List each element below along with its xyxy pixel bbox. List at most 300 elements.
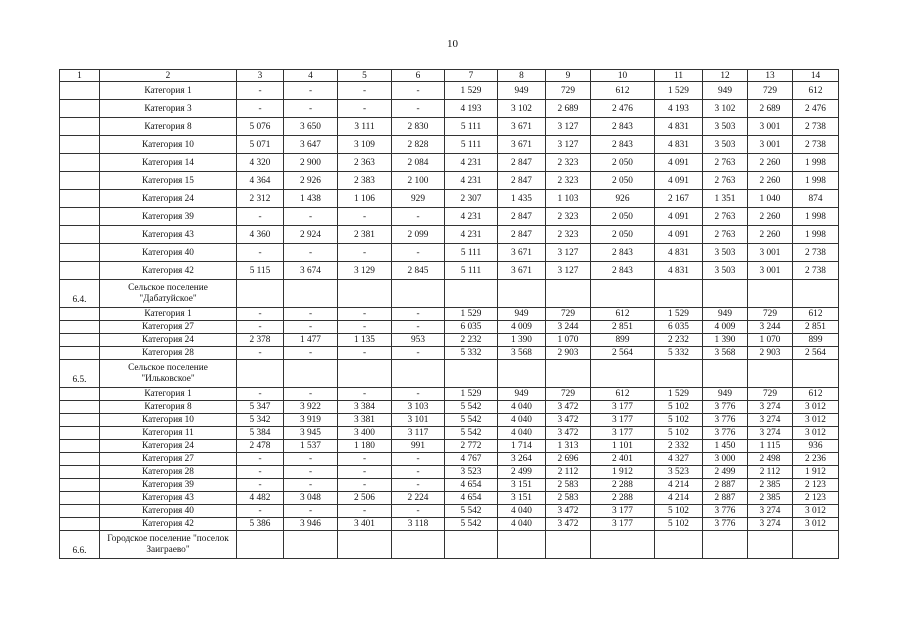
empty-cell — [748, 360, 793, 388]
value-cell: - — [237, 479, 284, 492]
category-name: Категория 40 — [100, 244, 237, 262]
value-cell: 2 378 — [237, 334, 284, 347]
value-cell: 4 009 — [498, 321, 546, 334]
value-cell: 949 — [703, 388, 748, 401]
empty-cell — [748, 280, 793, 308]
value-cell: 3 151 — [498, 492, 546, 505]
value-cell: 2 887 — [703, 479, 748, 492]
value-cell: 3 400 — [338, 427, 392, 440]
section-row — [60, 531, 839, 559]
value-cell: 2 845 — [392, 262, 445, 280]
value-cell: 2 843 — [591, 118, 655, 136]
value-cell: 1 912 — [591, 466, 655, 479]
value-cell: 3 776 — [703, 505, 748, 518]
value-cell: 5 384 — [237, 427, 284, 440]
value-cell: 5 347 — [237, 401, 284, 414]
value-cell: 5 076 — [237, 118, 284, 136]
row-number-cell — [60, 100, 100, 118]
empty-cell — [793, 531, 839, 559]
value-cell: 1 477 — [284, 334, 338, 347]
value-cell: - — [338, 208, 392, 226]
value-cell: 3 127 — [546, 118, 591, 136]
value-cell: 4 327 — [655, 453, 703, 466]
value-cell: 3 671 — [498, 136, 546, 154]
value-cell: 3 381 — [338, 414, 392, 427]
value-cell: 2 763 — [703, 208, 748, 226]
value-cell: 2 498 — [748, 453, 793, 466]
value-cell: - — [338, 388, 392, 401]
value-cell: 3 503 — [703, 244, 748, 262]
empty-cell — [284, 360, 338, 388]
value-cell: 3 472 — [546, 414, 591, 427]
value-cell: 2 828 — [392, 136, 445, 154]
value-cell: 3 671 — [498, 262, 546, 280]
value-cell: 5 111 — [445, 244, 498, 262]
value-cell: - — [237, 453, 284, 466]
value-cell: 3 650 — [284, 118, 338, 136]
value-cell: 3 177 — [591, 414, 655, 427]
value-cell: 1 313 — [546, 440, 591, 453]
value-cell: - — [284, 388, 338, 401]
value-cell: - — [284, 453, 338, 466]
empty-cell — [703, 531, 748, 559]
value-cell: 3 647 — [284, 136, 338, 154]
value-cell: 4 320 — [237, 154, 284, 172]
table-row — [60, 401, 839, 414]
value-cell: 3 523 — [445, 466, 498, 479]
value-cell: 3 129 — [338, 262, 392, 280]
row-number-cell — [60, 505, 100, 518]
value-cell: 2 851 — [591, 321, 655, 334]
value-cell: 2 763 — [703, 172, 748, 190]
value-cell: 3 776 — [703, 518, 748, 531]
value-cell: 1 438 — [284, 190, 338, 208]
table-row — [60, 308, 839, 321]
value-cell: 1 106 — [338, 190, 392, 208]
empty-cell — [237, 531, 284, 559]
value-cell: 3 401 — [338, 518, 392, 531]
value-cell: - — [338, 466, 392, 479]
value-cell: - — [392, 505, 445, 518]
value-cell: - — [338, 479, 392, 492]
value-cell: 2 583 — [546, 492, 591, 505]
value-cell: 2 903 — [748, 347, 793, 360]
value-cell: 3 946 — [284, 518, 338, 531]
value-cell: 1 351 — [703, 190, 748, 208]
value-cell: 1 912 — [793, 466, 839, 479]
value-cell: 2 084 — [392, 154, 445, 172]
column-header: 3 — [237, 70, 284, 82]
value-cell: - — [237, 321, 284, 334]
category-name: Категория 8 — [100, 118, 237, 136]
value-cell: 1 040 — [748, 190, 793, 208]
empty-cell — [445, 360, 498, 388]
value-cell: 2 564 — [793, 347, 839, 360]
value-cell: 5 111 — [445, 118, 498, 136]
empty-cell — [284, 280, 338, 308]
value-cell: 3 000 — [703, 453, 748, 466]
value-cell: 2 332 — [655, 440, 703, 453]
value-cell: 991 — [392, 440, 445, 453]
category-name: Категория 27 — [100, 321, 237, 334]
category-name: Категория 10 — [100, 414, 237, 427]
section-number: 6.6. — [60, 531, 100, 559]
value-cell: 4 231 — [445, 226, 498, 244]
value-cell: 4 214 — [655, 492, 703, 505]
value-cell: 4 831 — [655, 118, 703, 136]
value-cell: 3 568 — [498, 347, 546, 360]
column-header: 9 — [546, 70, 591, 82]
value-cell: 2 232 — [655, 334, 703, 347]
value-cell: 729 — [546, 82, 591, 100]
table-row — [60, 244, 839, 262]
value-cell: 4 040 — [498, 505, 546, 518]
value-cell: 3 127 — [546, 136, 591, 154]
value-cell: 3 012 — [793, 505, 839, 518]
value-cell: 2 050 — [591, 226, 655, 244]
value-cell: 6 035 — [655, 321, 703, 334]
value-cell: - — [237, 505, 284, 518]
value-cell: 3 503 — [703, 262, 748, 280]
category-name: Категория 1 — [100, 388, 237, 401]
value-cell: 3 001 — [748, 244, 793, 262]
value-cell: 3 111 — [338, 118, 392, 136]
row-number-cell — [60, 172, 100, 190]
row-number-cell — [60, 136, 100, 154]
value-cell: - — [392, 479, 445, 492]
value-cell: 1 529 — [655, 82, 703, 100]
column-header: 10 — [591, 70, 655, 82]
value-cell: 2 926 — [284, 172, 338, 190]
value-cell: 3 001 — [748, 262, 793, 280]
value-cell: 5 542 — [445, 427, 498, 440]
value-cell: 3 671 — [498, 244, 546, 262]
empty-cell — [546, 531, 591, 559]
value-cell: 4 231 — [445, 172, 498, 190]
value-cell: 2 847 — [498, 208, 546, 226]
value-cell: 2 689 — [546, 100, 591, 118]
row-number-cell — [60, 518, 100, 531]
empty-cell — [392, 531, 445, 559]
value-cell: 3 674 — [284, 262, 338, 280]
value-cell: 4 231 — [445, 154, 498, 172]
value-cell: - — [338, 453, 392, 466]
value-cell: - — [237, 347, 284, 360]
value-cell: 2 050 — [591, 208, 655, 226]
value-cell: 5 115 — [237, 262, 284, 280]
value-cell: 936 — [793, 440, 839, 453]
value-cell: - — [338, 347, 392, 360]
value-cell: 2 050 — [591, 172, 655, 190]
table-body — [60, 70, 839, 559]
table-row — [60, 518, 839, 531]
row-number-cell — [60, 190, 100, 208]
value-cell: 3 776 — [703, 414, 748, 427]
value-cell: 2 583 — [546, 479, 591, 492]
column-header: 6 — [392, 70, 445, 82]
value-cell: 2 476 — [793, 100, 839, 118]
table-row — [60, 479, 839, 492]
value-cell: 3 274 — [748, 401, 793, 414]
value-cell: 2 564 — [591, 347, 655, 360]
table-row — [60, 414, 839, 427]
empty-cell — [498, 280, 546, 308]
value-cell: 3 101 — [392, 414, 445, 427]
category-name: Категория 43 — [100, 226, 237, 244]
empty-cell — [703, 360, 748, 388]
value-cell: 2 363 — [338, 154, 392, 172]
value-cell: - — [237, 244, 284, 262]
value-cell: 2 900 — [284, 154, 338, 172]
value-cell: 4 214 — [655, 479, 703, 492]
value-cell: 4 831 — [655, 136, 703, 154]
category-name: Категория 10 — [100, 136, 237, 154]
value-cell: 1 180 — [338, 440, 392, 453]
value-cell: 1 537 — [284, 440, 338, 453]
row-number-cell — [60, 334, 100, 347]
value-cell: 2 887 — [703, 492, 748, 505]
value-cell: - — [338, 308, 392, 321]
value-cell: 2 112 — [748, 466, 793, 479]
empty-cell — [655, 280, 703, 308]
table-row — [60, 226, 839, 244]
row-number-cell — [60, 440, 100, 453]
value-cell: 4 091 — [655, 208, 703, 226]
section-title: Городское поселение "поселок Заиграево" — [100, 531, 237, 559]
table-row — [60, 388, 839, 401]
empty-cell — [498, 360, 546, 388]
value-cell: 949 — [498, 388, 546, 401]
category-name: Категория 40 — [100, 505, 237, 518]
value-cell: 2 381 — [338, 226, 392, 244]
table-row — [60, 82, 839, 100]
value-cell: 3 384 — [338, 401, 392, 414]
value-cell: 3 103 — [392, 401, 445, 414]
value-cell: - — [284, 308, 338, 321]
value-cell: 2 851 — [793, 321, 839, 334]
value-cell: 4 482 — [237, 492, 284, 505]
value-cell: - — [284, 100, 338, 118]
value-cell: 4 091 — [655, 172, 703, 190]
value-cell: 2 323 — [546, 208, 591, 226]
value-cell: 612 — [591, 82, 655, 100]
value-cell: 612 — [793, 388, 839, 401]
category-name: Категория 15 — [100, 172, 237, 190]
category-name: Категория 11 — [100, 427, 237, 440]
row-number-cell — [60, 208, 100, 226]
value-cell: 3 012 — [793, 414, 839, 427]
value-cell: 2 506 — [338, 492, 392, 505]
value-cell: 926 — [591, 190, 655, 208]
value-cell: 2 123 — [793, 492, 839, 505]
table-row — [60, 208, 839, 226]
value-cell: 2 903 — [546, 347, 591, 360]
empty-cell — [338, 360, 392, 388]
value-cell: 899 — [793, 334, 839, 347]
value-cell: 3 001 — [748, 118, 793, 136]
value-cell: 2 100 — [392, 172, 445, 190]
value-cell: 1 998 — [793, 208, 839, 226]
value-cell: 2 288 — [591, 492, 655, 505]
empty-cell — [392, 280, 445, 308]
value-cell: 729 — [546, 388, 591, 401]
empty-cell — [338, 280, 392, 308]
value-cell: - — [338, 100, 392, 118]
value-cell: 4 009 — [703, 321, 748, 334]
column-header: 2 — [100, 70, 237, 82]
value-cell: 4 193 — [655, 100, 703, 118]
category-name: Категория 39 — [100, 479, 237, 492]
value-cell: 612 — [591, 388, 655, 401]
row-number-cell — [60, 466, 100, 479]
value-cell: 3 472 — [546, 518, 591, 531]
value-cell: 2 847 — [498, 154, 546, 172]
value-cell: 2 847 — [498, 226, 546, 244]
value-cell: 5 332 — [445, 347, 498, 360]
empty-cell — [392, 360, 445, 388]
value-cell: 3 776 — [703, 401, 748, 414]
value-cell: 2 307 — [445, 190, 498, 208]
value-cell: 899 — [591, 334, 655, 347]
value-cell: 3 117 — [392, 427, 445, 440]
value-cell: 2 738 — [793, 118, 839, 136]
value-cell: 4 364 — [237, 172, 284, 190]
value-cell: 4 040 — [498, 518, 546, 531]
value-cell: 1 714 — [498, 440, 546, 453]
section-row — [60, 360, 839, 388]
value-cell: 2 323 — [546, 226, 591, 244]
value-cell: 3 001 — [748, 136, 793, 154]
value-cell: 2 843 — [591, 262, 655, 280]
table-row — [60, 118, 839, 136]
empty-cell — [338, 531, 392, 559]
value-cell: 1 998 — [793, 172, 839, 190]
value-cell: 3 274 — [748, 414, 793, 427]
section-number: 6.5. — [60, 360, 100, 388]
value-cell: 3 472 — [546, 427, 591, 440]
column-header: 4 — [284, 70, 338, 82]
empty-cell — [655, 531, 703, 559]
table-row — [60, 347, 839, 360]
value-cell: 1 529 — [445, 388, 498, 401]
column-header: 7 — [445, 70, 498, 82]
value-cell: 2 232 — [445, 334, 498, 347]
value-cell: 4 040 — [498, 401, 546, 414]
value-cell: 3 177 — [591, 518, 655, 531]
category-name: Категория 1 — [100, 82, 237, 100]
value-cell: 2 112 — [546, 466, 591, 479]
value-cell: 1 435 — [498, 190, 546, 208]
value-cell: - — [338, 244, 392, 262]
value-cell: - — [392, 453, 445, 466]
value-cell: 1 070 — [546, 334, 591, 347]
value-cell: 1 070 — [748, 334, 793, 347]
value-cell: 1 115 — [748, 440, 793, 453]
value-cell: 2 385 — [748, 492, 793, 505]
value-cell: 3 523 — [655, 466, 703, 479]
row-number-cell — [60, 118, 100, 136]
empty-cell — [591, 360, 655, 388]
value-cell: 3 177 — [591, 505, 655, 518]
value-cell: 2 847 — [498, 172, 546, 190]
value-cell: - — [392, 208, 445, 226]
category-name: Категория 3 — [100, 100, 237, 118]
value-cell: 729 — [748, 82, 793, 100]
value-cell: - — [338, 82, 392, 100]
value-cell: 2 323 — [546, 172, 591, 190]
value-cell: 1 390 — [703, 334, 748, 347]
value-cell: 2 763 — [703, 226, 748, 244]
row-number-cell — [60, 479, 100, 492]
value-cell: 2 843 — [591, 244, 655, 262]
value-cell: 2 499 — [703, 466, 748, 479]
empty-cell — [546, 360, 591, 388]
value-cell: - — [392, 347, 445, 360]
table-row — [60, 154, 839, 172]
value-cell: 5 102 — [655, 414, 703, 427]
category-name: Категория 43 — [100, 492, 237, 505]
value-cell: 3 118 — [392, 518, 445, 531]
value-cell: 949 — [498, 82, 546, 100]
value-cell: - — [284, 505, 338, 518]
value-cell: 3 127 — [546, 262, 591, 280]
value-cell: 1 103 — [546, 190, 591, 208]
section-row — [60, 280, 839, 308]
row-number-cell — [60, 308, 100, 321]
value-cell: 2 099 — [392, 226, 445, 244]
value-cell: 2 123 — [793, 479, 839, 492]
row-number-cell — [60, 347, 100, 360]
column-header: 5 — [338, 70, 392, 82]
value-cell: 612 — [793, 82, 839, 100]
value-cell: 4 040 — [498, 427, 546, 440]
value-cell: 4 193 — [445, 100, 498, 118]
category-name: Категория 27 — [100, 453, 237, 466]
value-cell: 3 127 — [546, 244, 591, 262]
value-cell: - — [392, 244, 445, 262]
table-row — [60, 453, 839, 466]
row-number-cell — [60, 401, 100, 414]
category-name: Категория 24 — [100, 190, 237, 208]
value-cell: - — [392, 466, 445, 479]
value-cell: 612 — [793, 308, 839, 321]
value-cell: 3 012 — [793, 401, 839, 414]
value-cell: 3 671 — [498, 118, 546, 136]
row-number-cell — [60, 262, 100, 280]
category-name: Категория 1 — [100, 308, 237, 321]
value-cell: 2 476 — [591, 100, 655, 118]
row-number-cell — [60, 244, 100, 262]
value-cell: 874 — [793, 190, 839, 208]
empty-cell — [445, 531, 498, 559]
value-cell: 3 177 — [591, 427, 655, 440]
value-cell: 3 945 — [284, 427, 338, 440]
table-row — [60, 172, 839, 190]
empty-cell — [445, 280, 498, 308]
empty-cell — [793, 280, 839, 308]
value-cell: 2 738 — [793, 136, 839, 154]
table-row — [60, 427, 839, 440]
section-number: 6.4. — [60, 280, 100, 308]
value-cell: - — [338, 321, 392, 334]
empty-cell — [655, 360, 703, 388]
value-cell: 949 — [498, 308, 546, 321]
value-cell: 5 342 — [237, 414, 284, 427]
value-cell: 4 091 — [655, 226, 703, 244]
value-cell: 5 111 — [445, 262, 498, 280]
value-cell: 1 529 — [445, 82, 498, 100]
category-name: Категория 28 — [100, 347, 237, 360]
